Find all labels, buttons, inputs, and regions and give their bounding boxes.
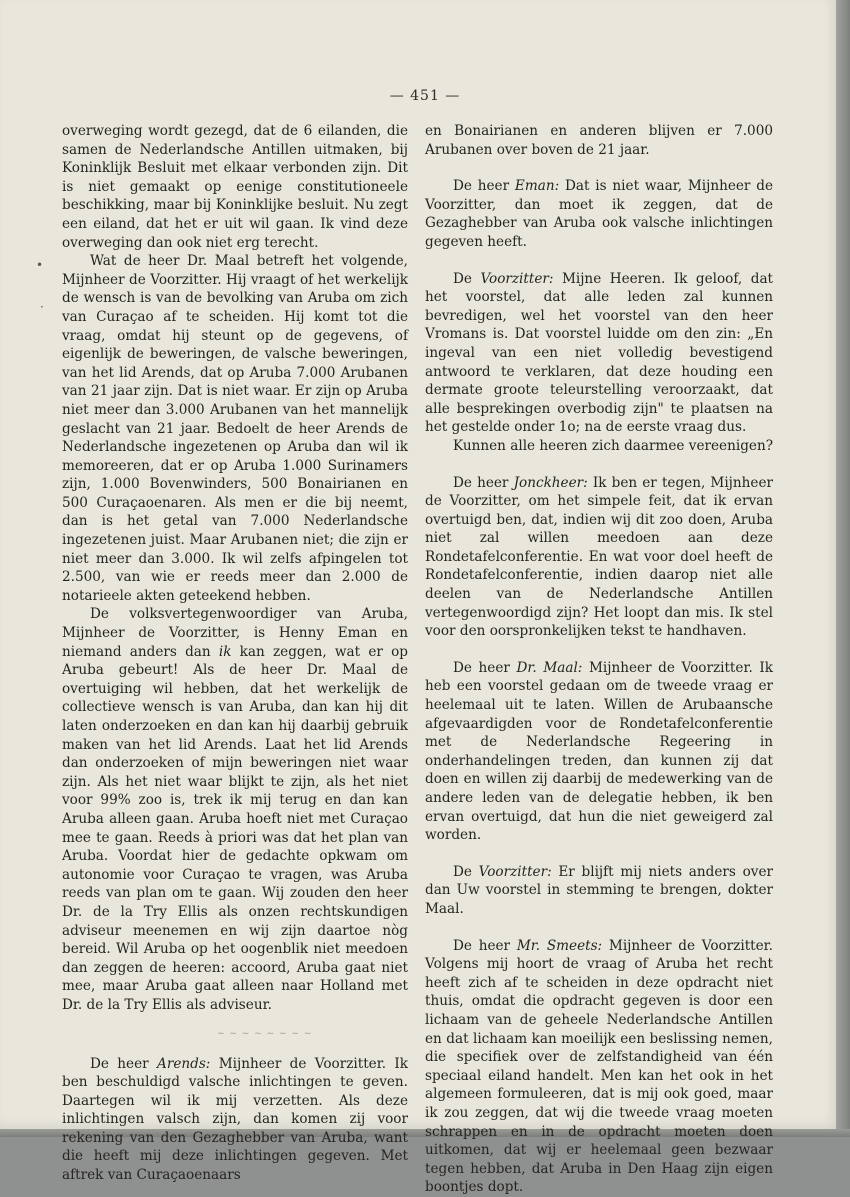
speaker-name: Dr. Maal:: [516, 659, 583, 676]
text-run: De heer: [90, 1055, 158, 1072]
text-run: Mijnheer de Voorzitter. Volgens mij hoort de vraag of Aruba het recht heeft zich af te scheiden in deze opdracht niet thuis, omdat die opdracht gegeven is door een lichaam van de geheele Nederlandsche Antillen en dat lichaam kan moeilijk een beslissing nemen, die specifiek over de zelfstandigheid van één speciaal eiland handelt. Men kan het ook in het algemeen formuleeren, dat is mij ook goed, maar ik zou zeggen, dat wij die tweede vraag moeten schrappen en in de opdracht moeten doen uitkomen, dat wij er heelemaal geen bezwaar tegen hebben, dat Aruba in Den Haag zijn eigen boontjes dopt.: [425, 937, 773, 1196]
text-run: Mijnheer de Voorzitter. Ik ben beschuldigd valsche inlichtingen te geven. Daartegen wil ik mij verzetten. Als deze inlichtingen valsch zijn, dan komen zij voor rekening van den Gezaghebber van Aruba, want die heeft mij deze inlichtingen gegeven. Met aftrek van Curaçaoenaars: [62, 1055, 408, 1184]
text-run: De: [453, 863, 479, 880]
paragraph: [62, 1055, 408, 1185]
text-run: Ik ben er tegen, Mijnheer de Voorzitter, om het simpele feit, dat ik ervan overtuigd ben, dat, indien wij dit zoo doen, Aruba niet zal willen meedoen aan deze Rondetafelconferentie. En wat voor doel heeft de Rondetafelconferentie, indien daarop niet alle deelen van de Nederlandsche Antillen vertegenwoordigd zijn? Het loopt dan mis. Ik stel voor den oorspronkelijken tekst te handhaven.: [425, 474, 773, 640]
paragraph: en Bonairianen en anderen blijven er 7.000 Arubanen over boven de 21 jaar.: [425, 123, 773, 158]
text-run: De heer: [453, 474, 514, 491]
paragraph: Wat de heer Dr. Maal betreft het volgende, Mijnheer de Voorzitter. Hij vraagt of het werkelijk de wensch is van de bevolking van Aruba om zich van Curaçao af te scheiden. Hij komt tot die vraag, omdat hij steunt op de gegevens, of eigenlijk de beweringen, de valsche beweringen, van het lid Arends, dat op Aruba 7.000 Arubanen van 21 jaar zijn. Dat is niet waar. Er zijn op Aruba niet meer dan 3.000 Arubanen van het mannelijk geslacht van 21 jaar. Bedoelt de heer Arends de Nederlandsche ingezetenen op Aruba dan wil ik memoreeren, dat er op Aruba 1.000 Surinamers zijn, 1.000 Bovenwinders, 500 Bonairianen en 500 Curaçaoenaren. Als men er die bij neemt, dan is het getal van 7.000 Nederlandsche ingezetenen juist. Maar Arubanen niet; die zijn er niet meer dan 3.000. Ik wil zelfs afpingelen tot 2.500, van wie er reeds meer dan 2.000 de notarieele akten geteekend hebben.: [62, 253, 408, 604]
paragraph: [425, 659, 773, 845]
text-run: De heer: [453, 178, 515, 195]
separator-text: ~ ~ ~ ~ ~ ~ ~ ~: [217, 1028, 313, 1039]
text-run: De heer: [453, 659, 517, 676]
paragraph: [425, 474, 773, 641]
speaker-name: Jonckheer:: [513, 474, 588, 491]
text-run: De: [453, 270, 481, 287]
left-column: [62, 122, 408, 1185]
text-run: De volksvertegenwoordiger van Aruba, Mijnheer de Voorzitter, is Henny Eman en niemand anders dan: [62, 606, 408, 660]
section-separator: [62, 1015, 408, 1055]
paragraph: [425, 937, 773, 1197]
text-run: kan zeggen, wat er op Aruba gebeurt! Als de heer Dr. Maal de overtuiging wil hebben, dat het werkelijk de collectieve wensch is van Aruba, dan kan hij dit laten onderzoeken en dan kan hij daarbij gebruik maken van het lid Arends. Laat het lid Arends dan onderzoeken of mijn beweringen niet waar zijn. Als het niet waar blijkt te zijn, als het niet voor 99% zoo is, trek ik mij terug en dan kan Aruba alleen gaan. Aruba hoeft niet met Curaçao mee te gaan. Reeds à priori was dat het plan van Aruba. Voordat hier de gedachte opkwam om autonomie voor Curaçao te vragen, was Aruba reeds van plan om te gaan. Wij zouden den heer Dr. de la Try Ellis als onzen rechtskundigen adviseur meenemen en wij zijn daartoe nòg bereid. Wil Aruba op het oogenblik niet meedoen dan zeggen de heeren: accoord, Aruba gaat niet mee, maar Aruba gaat alleen naar Holland met Dr. de la Try Ellis als adviseur.: [62, 643, 408, 1013]
speaker-name: Arends:: [157, 1055, 211, 1072]
speaker-name: Voorzitter:: [478, 863, 552, 880]
paragraph: Kunnen alle heeren zich daarmee vereenigen?: [453, 437, 773, 454]
paragraph: [425, 270, 773, 437]
page-edge-right: [836, 0, 850, 1137]
text-run: Mijnheer de Voorzitter. Ik heb een voorstel gedaan om de tweede vraag er heelemaal uit te laten. Willen de Arubaansche afgevaardigden voor de Rondetafelconferentie met de Nederlandsche Regeering in onderhandelingen treden, dan kunnen zij dat doen en willen zij daarbij de medewerking van de andere leden van de delegatie hebben, ik ben ervan overtuigd, dat hun die niet geweigerd zal worden.: [425, 659, 773, 844]
text-run: Mijne Heeren. Ik geloof, dat het voorstel, dat alle leden zal kunnen bevredigen, wel het voorstel van den heer Vromans is. Dat voorstel luidde om den zin: „En ingeval van een niet volledig bevestigend antwoord te verklaren, dat deze houding een dermate groote teleurstelling veroorzaakt, dat alle besprekingen overbodig zijn" te plaatsen na het gestelde onder 1o; na de eerste vraag dus.: [425, 270, 774, 436]
text-run: De heer: [453, 937, 517, 954]
emphasis: ik: [218, 643, 232, 660]
speaker-name: Eman:: [514, 178, 560, 195]
paragraph: [425, 863, 773, 919]
speaker-name: Voorzitter:: [480, 270, 554, 287]
text-run: Er blijft mij niets anders over dan Uw voorstel in stemming te brengen, dokter Maal.: [425, 863, 774, 917]
speaker-name: Mr. Smeets:: [516, 937, 603, 954]
page-number: — 451 —: [389, 88, 461, 104]
right-column: [425, 122, 773, 1197]
paragraph: overweging wordt gezegd, dat de 6 eilanden, die samen de Nederlandsche Antillen uitmaken, bij Koninklijk Besluit met elkaar verbonden zijn. Dit is niet gemaakt op eenige constitutioneele beschikking, maar bij Koninklijke besluit. Nu zegt een eiland, dat het er uit wil gaan. Ik vind deze overweging dan ook niet erg terecht.: [62, 123, 408, 251]
margin-mark: ·: [40, 300, 44, 314]
text-run: Dat is niet waar, Mijnheer de Voorzitter, dan moet ik zeggen, dat de Gezaghebber van Aruba ook valsche inlichtingen gegeven heeft.: [425, 178, 773, 250]
paragraph: [62, 605, 408, 1014]
margin-mark: •: [36, 258, 44, 272]
paragraph: [425, 177, 773, 251]
